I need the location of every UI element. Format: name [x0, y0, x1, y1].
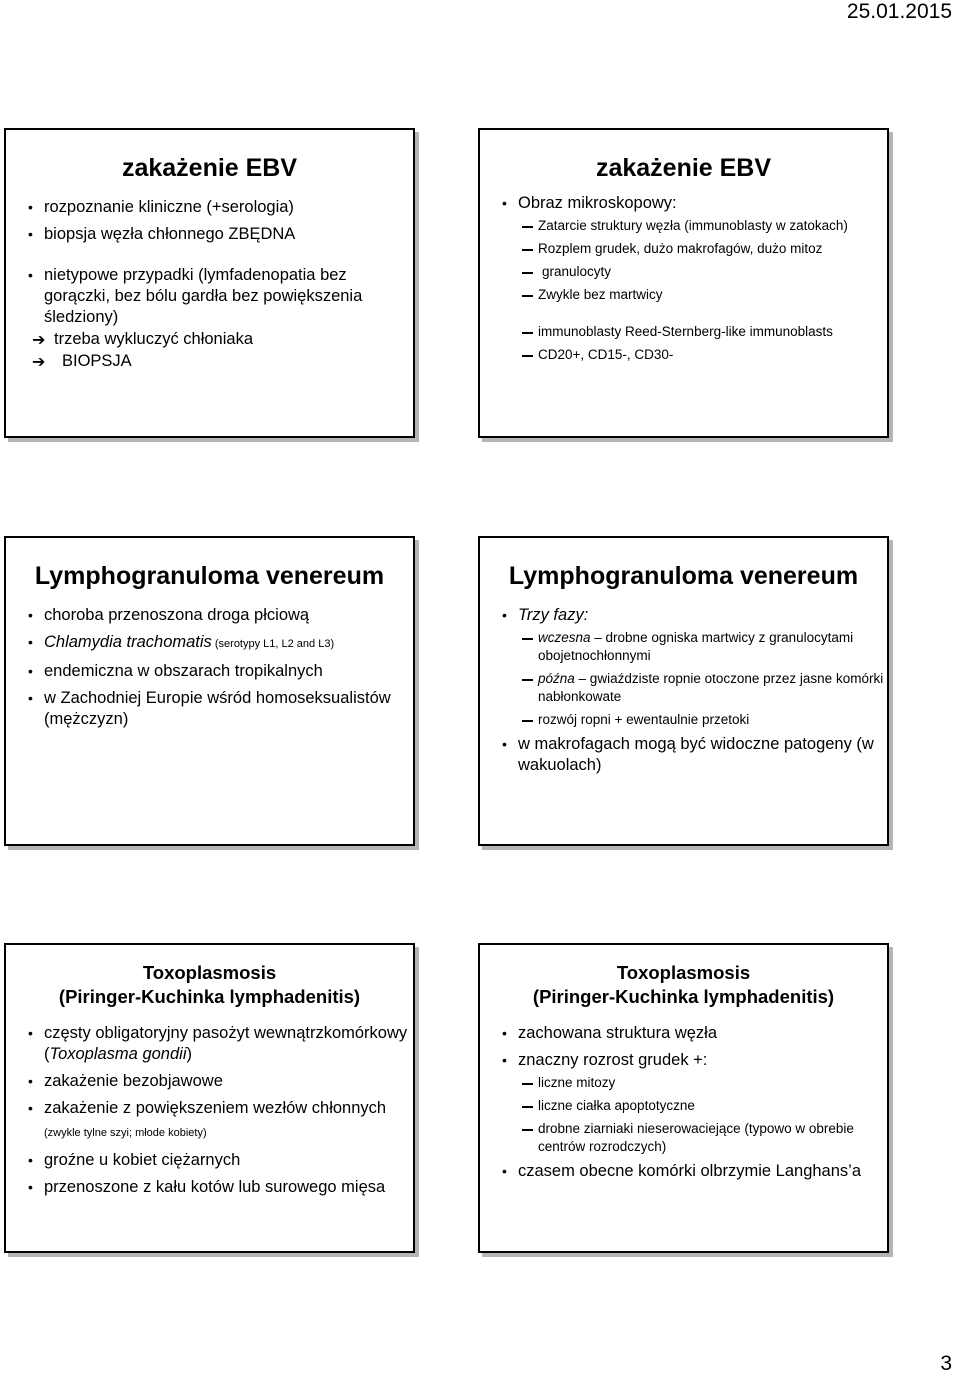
slide-title: Toxoplasmosis (Piringer-Kuchinka lymphadenitis) — [532, 962, 835, 1007]
list-item-arrow: ➔ trzeba wykluczyć chłoniaka — [32, 330, 253, 349]
bullet-list — [6, 605, 413, 730]
list-item: • groźne u kobiet ciężarnych — [6, 1150, 413, 1171]
sub-list-item: immunoblasty Reed-Sternberg-like immunoblasts — [480, 323, 887, 341]
sub-list-item: Zwykle bez martwicy — [480, 286, 887, 304]
arrow-right-icon: ➔ — [32, 332, 46, 349]
slide-title: Lymphogranuloma venereum — [508, 562, 859, 590]
list-item: • w Zachodniej Europie wśród homoseksualistów (mężczyzn) — [6, 688, 413, 730]
list-item: • choroba przenoszona droga płciową — [6, 605, 413, 626]
list-item: • zakażenie bezobjawowe — [6, 1071, 413, 1092]
slide-ebv-microscopy — [478, 128, 889, 438]
bullet-list — [480, 193, 887, 364]
list-item: • zakażenie z powiększeniem wezłów chłonnych (zwykle tylne szyi; młode kobiety) — [6, 1098, 413, 1144]
list-item: • częsty obligatoryjny pasożyt wewnątrzkomórkowy (Toxoplasma gondii) — [6, 1023, 413, 1065]
sub-list-item: Rozplem grudek, dużo makrofagów, dużo mitoz — [480, 240, 887, 258]
sub-list-item: CD20+, CD15-, CD30- — [480, 346, 887, 364]
arrow-right-icon: ➔ — [32, 354, 46, 371]
sub-list-item: drobne ziarniaki nieserowaciejące (typowo w obrebie centrów rozrodczych) — [480, 1120, 887, 1156]
sub-list-item: granulocyty — [480, 263, 887, 281]
list-item-arrow: ➔ BIOPSJA — [32, 352, 132, 371]
list-item: • endemiczna w obszarach tropikalnych — [6, 661, 413, 682]
slide-title: Toxoplasmosis (Piringer-Kuchinka lymphadenitis) — [58, 962, 361, 1007]
list-item: • Chlamydia trachomatis (serotypy L1, L2 and L3) — [6, 632, 413, 655]
sub-list-item: wczesna – drobne ogniska martwicy z granulocytami obojetnochłonnymi — [480, 629, 887, 665]
bullet-list — [480, 1023, 887, 1182]
list-item: • Obraz mikroskopowy: — [480, 193, 887, 214]
list-item: • zachowana struktura węzła — [480, 1023, 887, 1044]
sub-list-item: rozwój ropni + ewentaulnie przetoki — [480, 711, 887, 729]
slide-title: zakażenie EBV — [121, 154, 298, 182]
sub-list-item: późna – gwiaździste ropnie otoczone przez jasne komórki nabłonkowate — [480, 670, 887, 706]
bullet-list — [6, 1023, 413, 1198]
slide-ebv-clinical — [4, 128, 415, 438]
slide-lgv-overview — [4, 536, 415, 846]
list-item: • czasem obecne komórki olbrzymie Langhans’a — [480, 1161, 887, 1182]
sub-list-item: liczne mitozy — [480, 1074, 887, 1092]
list-item: • rozpoznanie kliniczne (+serologia) — [6, 197, 413, 218]
list-item: • biopsja węzła chłonnego ZBĘDNA — [6, 224, 413, 245]
slide-title: zakażenie EBV — [595, 154, 772, 182]
list-item: • w makrofagach mogą być widoczne patogeny (w wakuolach) — [480, 734, 887, 776]
bullet-list — [480, 605, 887, 776]
page-number: 3 — [940, 1352, 952, 1375]
slide-toxo-overview — [4, 943, 415, 1253]
slide-toxo-histology — [478, 943, 889, 1253]
sub-list-item: liczne ciałka apoptotyczne — [480, 1097, 887, 1115]
bullet-list — [6, 197, 413, 372]
slide-title: Lymphogranuloma venereum — [34, 562, 385, 590]
print-date: 25.01.2015 — [846, 0, 952, 23]
list-item: • Trzy fazy: — [480, 605, 887, 626]
sub-list-item: Zatarcie struktury węzła (immunoblasty w zatokach) — [480, 217, 887, 235]
list-item: • przenoszone z kału kotów lub surowego mięsa — [6, 1177, 413, 1198]
list-item: • nietypowe przypadki (lymfadenopatia bez gorączki, bez bólu gardła bez powiększenia śledziony) — [6, 265, 413, 328]
list-item: • znaczny rozrost grudek +: — [480, 1050, 887, 1071]
slide-lgv-phases — [478, 536, 889, 846]
